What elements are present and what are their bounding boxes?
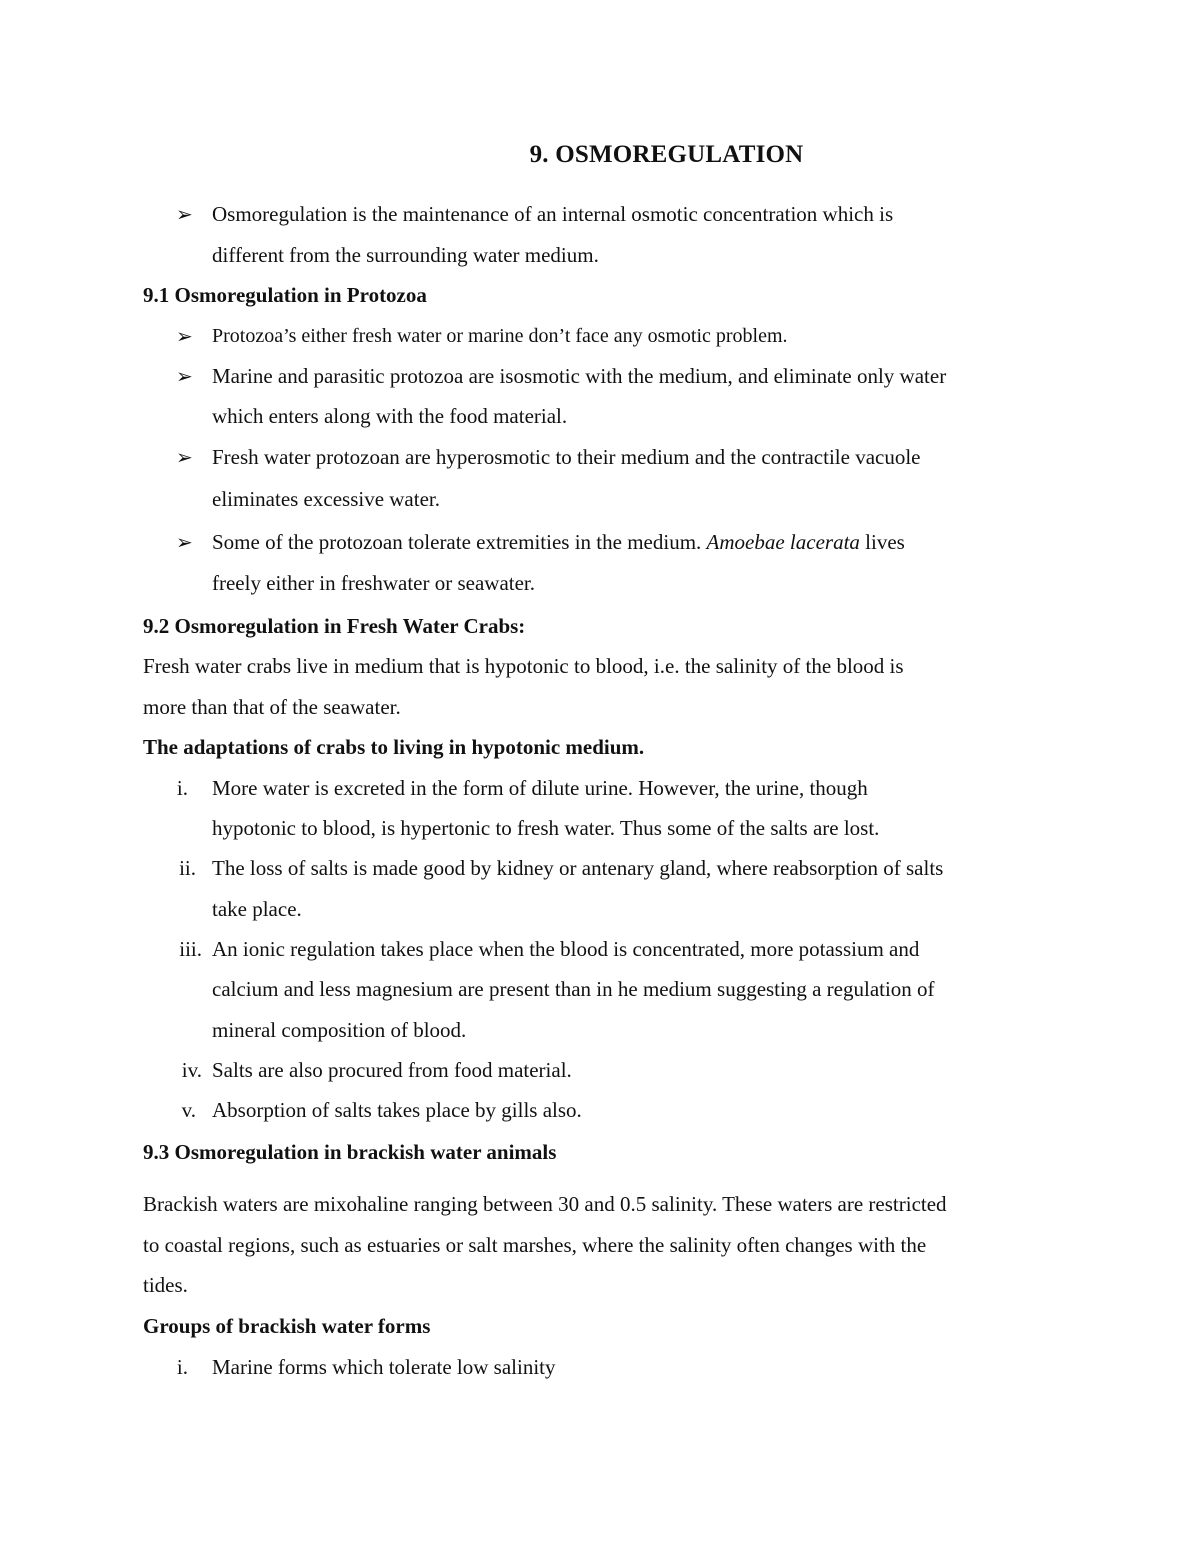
arrow-bullet-icon: ➢ (176, 530, 193, 554)
paragraph-line: more than that of the seawater. (143, 695, 401, 719)
list-line: Salts are also procured from food material. (212, 1058, 572, 1082)
bullet-line: which enters along with the food material. (212, 404, 568, 428)
subheading-adaptations: The adaptations of crabs to living in hypotonic medium. (143, 735, 645, 759)
page-title: 9. OSMOREGULATION (529, 141, 804, 168)
paragraph-line: tides. (143, 1273, 188, 1297)
list-line: Absorption of salts takes place by gills also. (212, 1098, 582, 1122)
list-line: take place. (212, 897, 302, 921)
paragraph-line: to coastal regions, such as estuaries or salt marshes, where the salinity often changes with the (143, 1233, 927, 1257)
arrow-bullet-icon: ➢ (176, 445, 193, 469)
bullet-line: eliminates excessive water. (212, 487, 440, 511)
list-number: i. (176, 776, 188, 800)
section-heading-9-3: 9.3 Osmoregulation in brackish water animals (143, 1140, 557, 1164)
list-line: mineral composition of blood. (212, 1018, 467, 1042)
bullet-line: Protozoa’s either fresh water or marine don’t face any osmotic problem. (212, 325, 788, 347)
paragraph-line: Fresh water crabs live in medium that is hypotonic to blood, i.e. the salinity of the blood is (143, 654, 904, 678)
intro-line: different from the surrounding water medium. (212, 243, 599, 267)
list-number: i. (176, 1355, 188, 1379)
list-line: Marine forms which tolerate low salinity (212, 1355, 556, 1379)
section-heading-9-1: 9.1 Osmoregulation in Protozoa (143, 283, 427, 307)
list-number: iii. (179, 937, 202, 961)
species-name: Amoebae lacerata (706, 530, 860, 554)
list-line: hypotonic to blood, is hypertonic to fresh water. Thus some of the salts are lost. (212, 816, 880, 840)
intro-line: Osmoregulation is the maintenance of an internal osmotic concentration which is (212, 202, 894, 226)
bullet-line (212, 527, 905, 557)
bullet-line: Fresh water protozoan are hyperosmotic to their medium and the contractile vacuole (212, 445, 921, 469)
list-number: ii. (179, 856, 196, 880)
section-heading-9-2: 9.2 Osmoregulation in Fresh Water Crabs: (143, 614, 526, 638)
bullet-text: lives (859, 530, 905, 554)
list-line: The loss of salts is made good by kidney or antenary gland, where reabsorption of salts (212, 856, 944, 880)
list-line: More water is excreted in the form of dilute urine. However, the urine, though (212, 776, 868, 800)
list-number: v. (181, 1098, 196, 1122)
list-line: An ionic regulation takes place when the blood is concentrated, more potassium and (212, 937, 920, 961)
list-number: iv. (181, 1058, 202, 1082)
arrow-bullet-icon: ➢ (176, 324, 193, 348)
arrow-bullet-icon: ➢ (176, 364, 193, 388)
bullet-line: freely either in freshwater or seawater. (212, 571, 535, 595)
subheading-groups: Groups of brackish water forms (143, 1314, 431, 1338)
paragraph-line: Brackish waters are mixohaline ranging between 30 and 0.5 salinity. These waters are restricted (143, 1192, 947, 1216)
bullet-line: Marine and parasitic protozoa are isosmotic with the medium, and eliminate only water (212, 364, 947, 388)
bullet-text: Some of the protozoan tolerate extremities in the medium. (212, 530, 707, 554)
list-line: calcium and less magnesium are present than in he medium suggesting a regulation of (212, 977, 935, 1001)
arrow-bullet-icon: ➢ (176, 202, 193, 226)
